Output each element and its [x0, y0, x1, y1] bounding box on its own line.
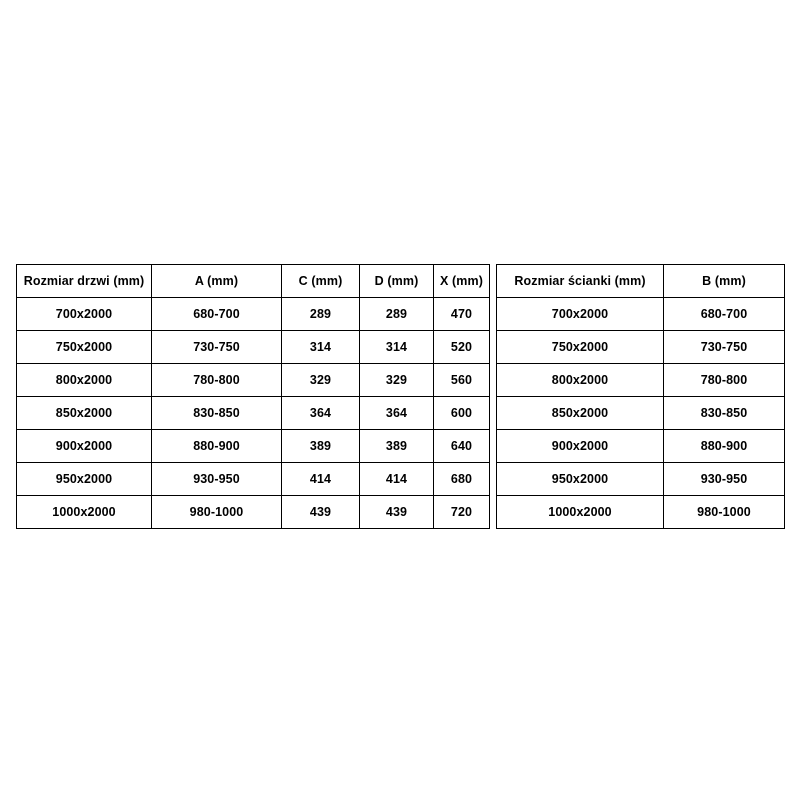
cell-d: 414 — [360, 463, 434, 496]
cell-b: 730-750 — [664, 331, 785, 364]
column-header-door-size: Rozmiar drzwi (mm) — [17, 265, 152, 298]
cell-b: 930-950 — [664, 463, 785, 496]
wall-size-table — [496, 264, 785, 529]
wall-size-table-container — [496, 264, 785, 529]
cell-door-size: 850x2000 — [17, 397, 152, 430]
cell-door-size: 1000x2000 — [17, 496, 152, 529]
cell-x: 720 — [434, 496, 490, 529]
table-body — [17, 298, 490, 529]
cell-a: 930-950 — [152, 463, 282, 496]
cell-a: 980-1000 — [152, 496, 282, 529]
table-row — [497, 397, 785, 430]
cell-c: 314 — [282, 331, 360, 364]
table-row — [17, 463, 490, 496]
table-body — [497, 298, 785, 529]
table-row — [17, 364, 490, 397]
column-header-b: B (mm) — [664, 265, 785, 298]
cell-wall-size: 800x2000 — [497, 364, 664, 397]
cell-c: 389 — [282, 430, 360, 463]
cell-x: 470 — [434, 298, 490, 331]
column-header-d: D (mm) — [360, 265, 434, 298]
table-row — [17, 496, 490, 529]
column-header-c: C (mm) — [282, 265, 360, 298]
cell-b: 680-700 — [664, 298, 785, 331]
cell-wall-size: 850x2000 — [497, 397, 664, 430]
cell-d: 439 — [360, 496, 434, 529]
table-header-row — [17, 265, 490, 298]
cell-x: 680 — [434, 463, 490, 496]
cell-wall-size: 1000x2000 — [497, 496, 664, 529]
table-row — [497, 331, 785, 364]
table-row — [497, 364, 785, 397]
cell-x: 640 — [434, 430, 490, 463]
table-header — [17, 265, 490, 298]
table-row — [497, 298, 785, 331]
cell-d: 329 — [360, 364, 434, 397]
cell-a: 880-900 — [152, 430, 282, 463]
cell-c: 414 — [282, 463, 360, 496]
cell-wall-size: 700x2000 — [497, 298, 664, 331]
cell-b: 880-900 — [664, 430, 785, 463]
doors-size-table-container — [16, 264, 490, 529]
table-row — [497, 496, 785, 529]
table-row — [17, 397, 490, 430]
cell-a: 680-700 — [152, 298, 282, 331]
table-row — [17, 298, 490, 331]
cell-b: 830-850 — [664, 397, 785, 430]
column-header-x: X (mm) — [434, 265, 490, 298]
table-row — [17, 331, 490, 364]
table-row — [497, 430, 785, 463]
cell-c: 439 — [282, 496, 360, 529]
cell-b: 980-1000 — [664, 496, 785, 529]
cell-wall-size: 750x2000 — [497, 331, 664, 364]
cell-wall-size: 950x2000 — [497, 463, 664, 496]
cell-door-size: 800x2000 — [17, 364, 152, 397]
table-header-row — [497, 265, 785, 298]
cell-d: 389 — [360, 430, 434, 463]
doors-size-table — [16, 264, 490, 529]
cell-a: 780-800 — [152, 364, 282, 397]
cell-b: 780-800 — [664, 364, 785, 397]
cell-door-size: 950x2000 — [17, 463, 152, 496]
cell-c: 364 — [282, 397, 360, 430]
cell-d: 289 — [360, 298, 434, 331]
column-header-wall-size: Rozmiar ścianki (mm) — [497, 265, 664, 298]
cell-a: 830-850 — [152, 397, 282, 430]
cell-d: 314 — [360, 331, 434, 364]
table-header — [497, 265, 785, 298]
cell-door-size: 700x2000 — [17, 298, 152, 331]
cell-d: 364 — [360, 397, 434, 430]
cell-x: 520 — [434, 331, 490, 364]
cell-c: 289 — [282, 298, 360, 331]
cell-door-size: 750x2000 — [17, 331, 152, 364]
table-row — [17, 430, 490, 463]
cell-x: 600 — [434, 397, 490, 430]
cell-door-size: 900x2000 — [17, 430, 152, 463]
table-row — [497, 463, 785, 496]
cell-x: 560 — [434, 364, 490, 397]
cell-wall-size: 900x2000 — [497, 430, 664, 463]
cell-a: 730-750 — [152, 331, 282, 364]
cell-c: 329 — [282, 364, 360, 397]
column-header-a: A (mm) — [152, 265, 282, 298]
